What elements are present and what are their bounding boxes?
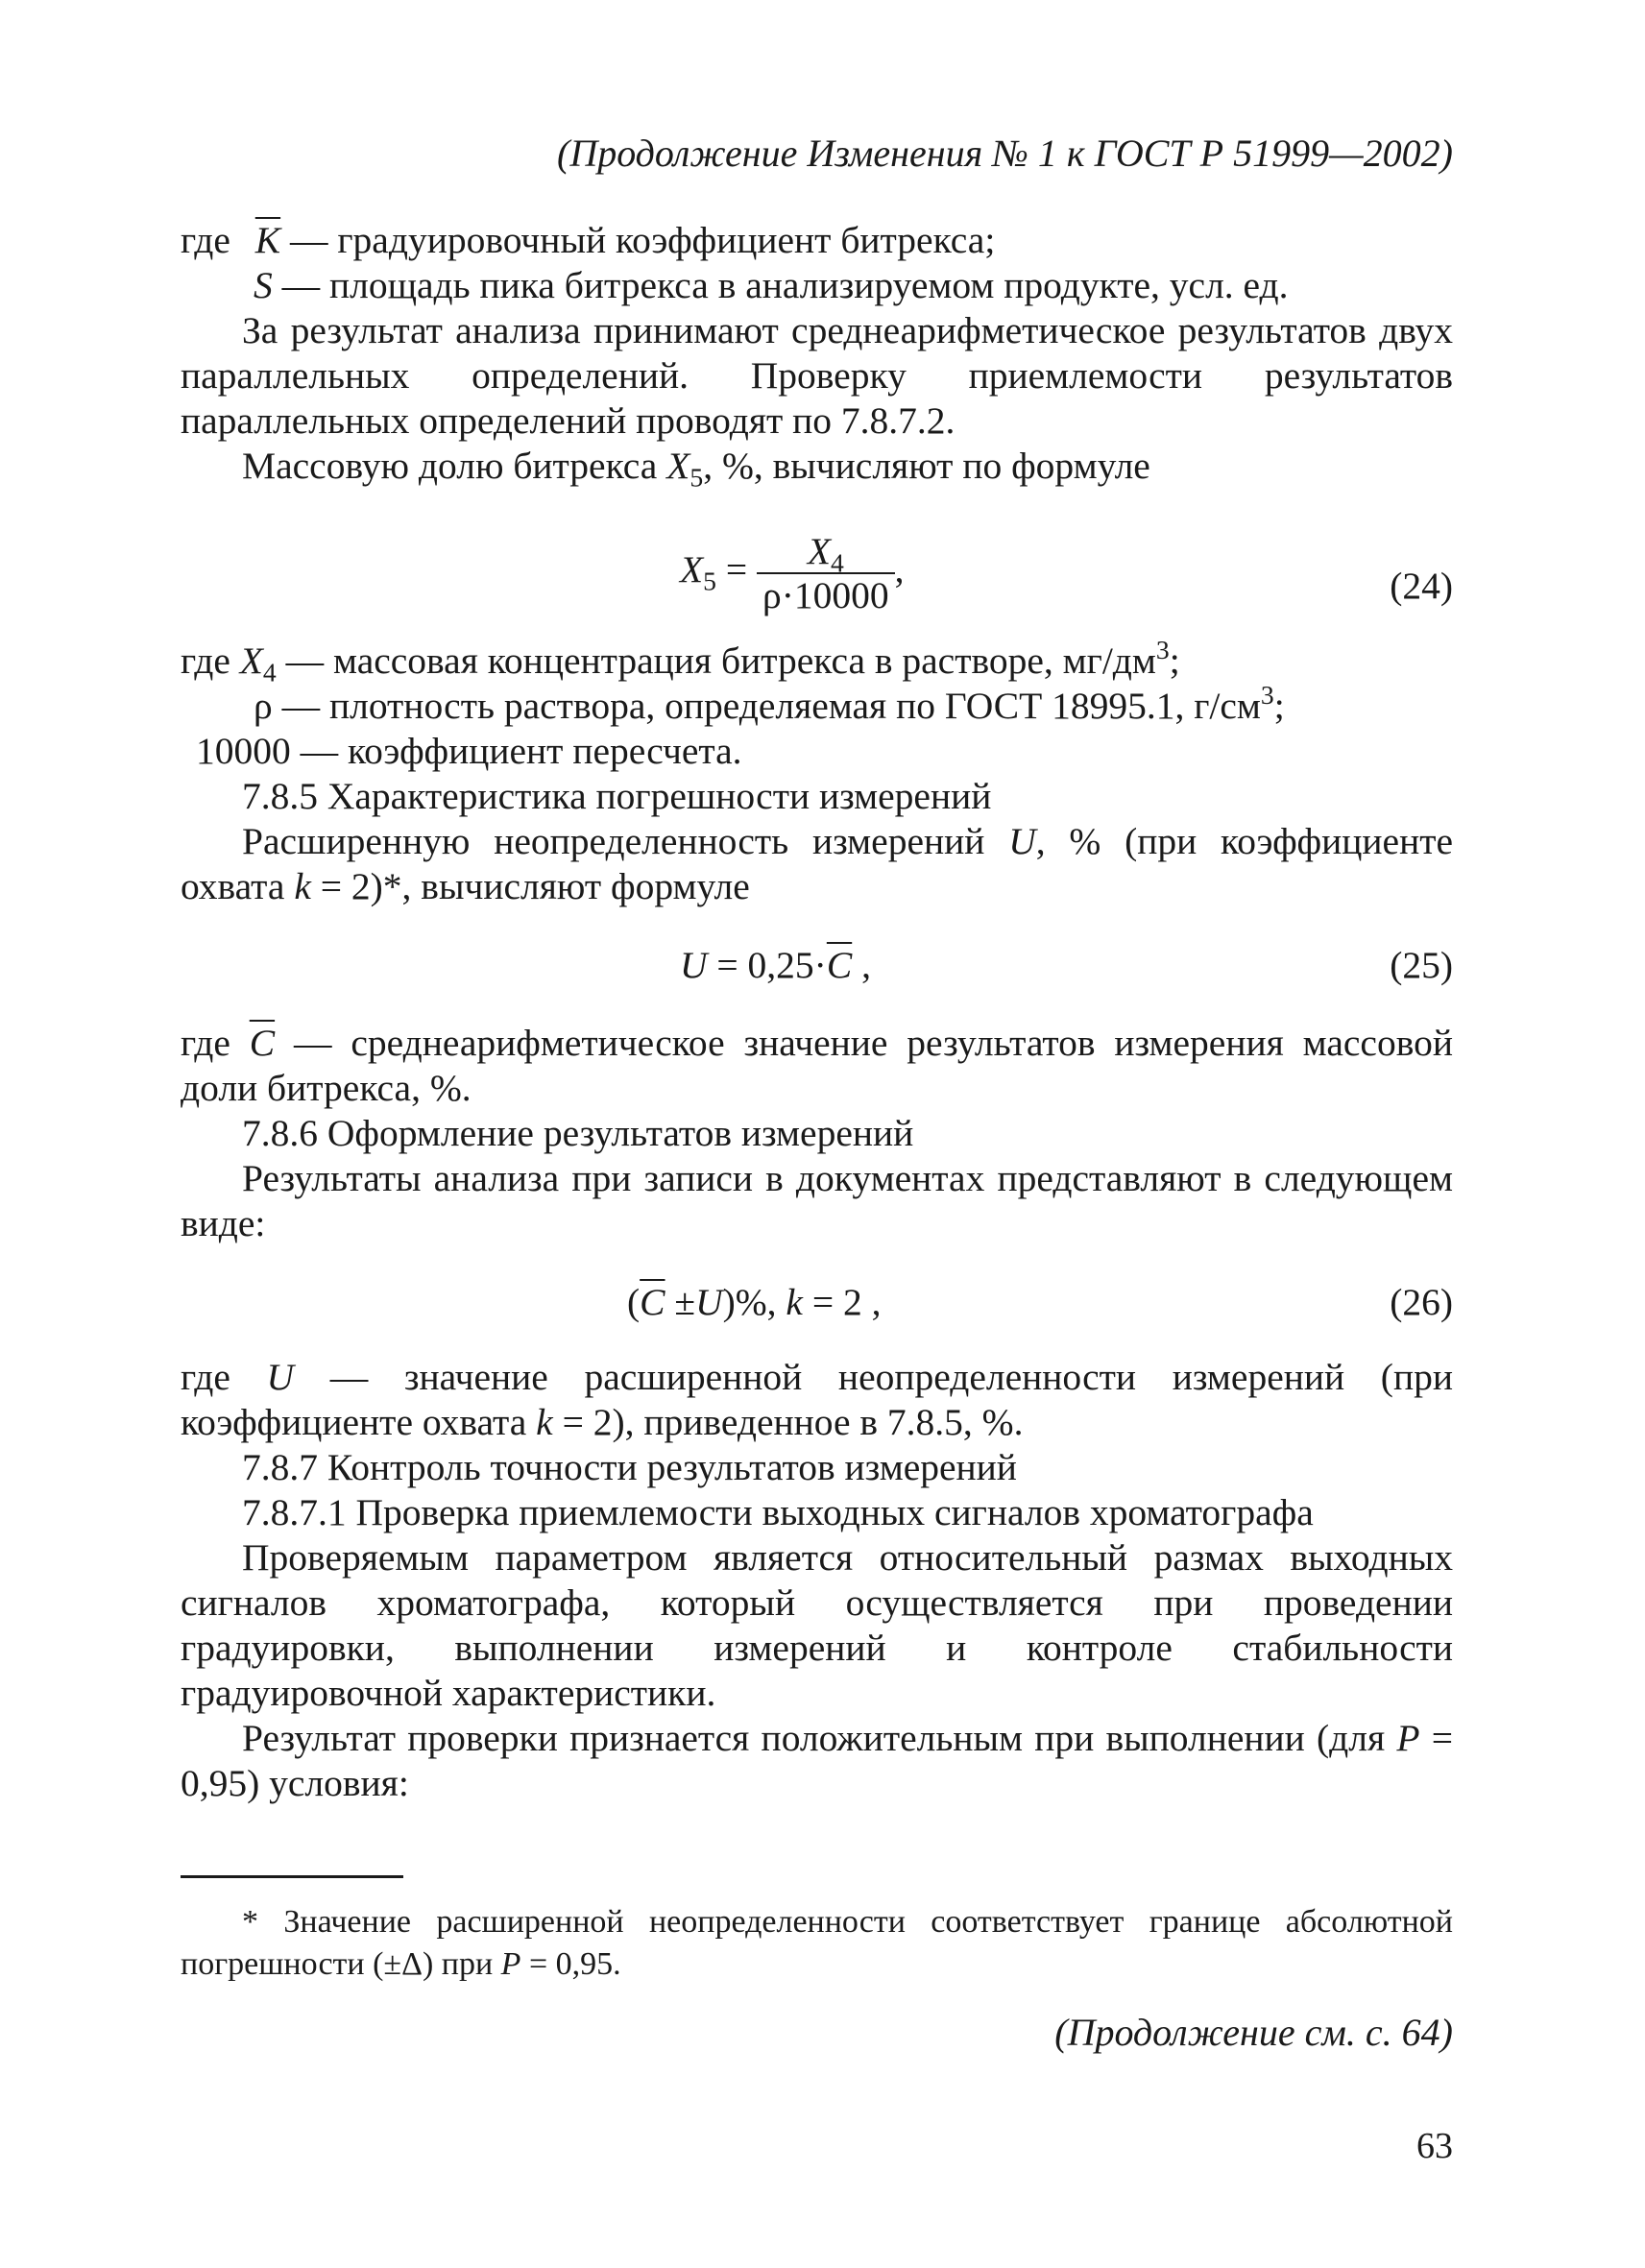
positive-p: P xyxy=(1396,1717,1420,1759)
s-symbol: S xyxy=(254,264,273,306)
u-definition-1: — значение расширенной неопределенности измерений (при коэффициенте охвата xyxy=(181,1356,1453,1443)
rho-end: ; xyxy=(1273,685,1285,727)
formula26-c: $\overline{C}$ xyxy=(640,1281,665,1323)
where-word-3: где xyxy=(181,1022,250,1064)
equation-number-25: (25) xyxy=(1390,944,1453,986)
formula24-num-sub: 4 xyxy=(830,547,844,578)
x4-definition: — массовая концентрация битрекса в растворе, мг/дм xyxy=(276,639,1156,682)
equation-number-24: (24) xyxy=(1390,565,1453,607)
rho-definition: — плотность раствора, определяемая по ГОСТ 18995.1, г/см xyxy=(272,685,1261,727)
u-symbol: U xyxy=(266,1356,295,1398)
section-heading-7-8-5: 7.8.5 Характеристика погрешности измерений xyxy=(242,775,992,817)
uncert-u: U xyxy=(1008,820,1036,862)
formula24-trail: , xyxy=(894,548,905,591)
formula24-lhs: X xyxy=(680,548,704,591)
formula26-k: k xyxy=(786,1281,803,1323)
formula24-numerator xyxy=(757,530,895,578)
section-heading-7-8-6: 7.8.6 Оформление результатов измерений xyxy=(242,1112,914,1154)
where-word: где xyxy=(181,219,230,261)
formula25-c: $\overline{C}$ xyxy=(826,944,853,986)
formula26-u: U xyxy=(695,1281,723,1323)
mass-text-after: , %, вычисляют по формуле xyxy=(703,445,1150,487)
formula24-num-var: X xyxy=(807,530,831,572)
definition-s xyxy=(254,263,1289,308)
positive-text2: = 0,95) условия: xyxy=(181,1717,1453,1804)
x5-subscript: 5 xyxy=(689,462,704,493)
definition-x4 xyxy=(181,634,1180,688)
mass-text-before: Массовую долю битрекса xyxy=(242,445,667,487)
k-definition: — градуировочный коэффициент битрекса; xyxy=(280,219,996,261)
paragraph-presentation: Результаты анализа при записи в документах представляют в следующем виде: xyxy=(181,1157,1453,1244)
formula26-tail: = 2 , xyxy=(802,1281,882,1323)
uncert-text3: = 2)*, вычисляют формуле xyxy=(310,865,750,907)
formula25-lhs: U xyxy=(680,944,708,986)
footnote-rule xyxy=(181,1875,403,1878)
formula25-mid: = 0,25· xyxy=(707,944,827,986)
formula26-pm: ± xyxy=(665,1281,696,1323)
uncert-text2: , % (при коэффициенте охвата xyxy=(181,820,1454,907)
formula25-trail: , xyxy=(852,944,871,986)
definition-rho xyxy=(254,679,1285,729)
paragraph-check: Проверяемым параметром является относительный размах выходных сигналов хроматографа, который осуществляется при проведении градуировки, выполнении измерений и контроле стабильности градуировочной характеристики. xyxy=(181,1536,1453,1714)
x4-subscript: 4 xyxy=(262,657,277,688)
s-definition: — площадь пика битрекса в анализируемом продукте, усл. ед. xyxy=(272,264,1289,306)
coef-10000-definition: — коэффициент пересчета. xyxy=(290,730,742,772)
formula-24 xyxy=(680,530,905,616)
rho-superscript: 3 xyxy=(1260,679,1274,710)
equation-number-26: (26) xyxy=(1390,1281,1453,1323)
x4-superscript: 3 xyxy=(1155,634,1170,664)
coef-10000-symbol: 10000 xyxy=(196,730,291,772)
definition-k xyxy=(181,218,995,263)
definition-10000 xyxy=(196,729,742,774)
footnote xyxy=(181,1901,1453,1986)
formula-25 xyxy=(680,943,871,988)
formula24-lhs-sub: 5 xyxy=(703,566,716,596)
footnote-text1: * Значение расширенной неопределенности соответствует границе абсолютной погрешности (±Δ) при xyxy=(181,1904,1453,1982)
k-symbol: $\overline{K}$ xyxy=(254,219,281,261)
footnote-text2: = 0,95. xyxy=(520,1946,621,1982)
page-number: 63 xyxy=(1416,2126,1453,2166)
uncert-text1: Расширенную неопределенность измерений xyxy=(242,820,1009,862)
c-definition: — среднеарифметическое значение результатов измерения массовой доли битрекса, %. xyxy=(181,1022,1453,1109)
page-header: (Продолжение Изменения № 1 к ГОСТ Р 51999—2002) xyxy=(557,132,1453,175)
rho-symbol: ρ xyxy=(254,685,273,727)
formula26-close: )%, xyxy=(722,1281,786,1323)
positive-text1: Результат проверки признается положительным при выполнении (для xyxy=(242,1717,1397,1759)
x4-symbol: X xyxy=(239,639,263,682)
section-heading-7-8-7-1: 7.8.7.1 Проверка приемлемости выходных сигналов хроматографа xyxy=(242,1491,1314,1533)
formula-26 xyxy=(627,1280,882,1325)
paragraph-positive xyxy=(181,1716,1453,1806)
formula24-denominator: ρ·10000 xyxy=(762,574,889,616)
where-word-2: где xyxy=(181,639,240,682)
formula24-eq: = xyxy=(715,548,757,591)
definition-c xyxy=(181,1021,1453,1111)
u-k-symbol: k xyxy=(536,1401,553,1443)
continuation-note: (Продолжение см. с. 64) xyxy=(1054,2011,1453,2054)
where-word-4: где xyxy=(181,1356,267,1398)
c-symbol: $\overline{C}$ xyxy=(249,1022,276,1064)
document-page xyxy=(181,0,1453,2268)
formula24-fraction xyxy=(757,530,895,616)
footnote-p: P xyxy=(500,1946,521,1982)
paragraph-result: За результат анализа принимают среднеарифметическое результатов двух параллельных определений. Проверку приемлемости результатов параллельных определений проводят по 7.8.7.2. xyxy=(181,309,1453,442)
section-heading-7-8-7: 7.8.7 Контроль точности результатов измерений xyxy=(242,1446,1017,1488)
x4-end: ; xyxy=(1169,639,1180,682)
paragraph-uncertainty xyxy=(181,819,1453,909)
x5-symbol: X xyxy=(666,445,690,487)
uncert-k: k xyxy=(294,865,311,907)
formula26-open: ( xyxy=(627,1281,641,1323)
paragraph-mass-fraction xyxy=(242,444,1150,493)
u-definition-2: = 2), приведенное в 7.8.5, %. xyxy=(552,1401,1024,1443)
definition-u xyxy=(181,1355,1453,1445)
